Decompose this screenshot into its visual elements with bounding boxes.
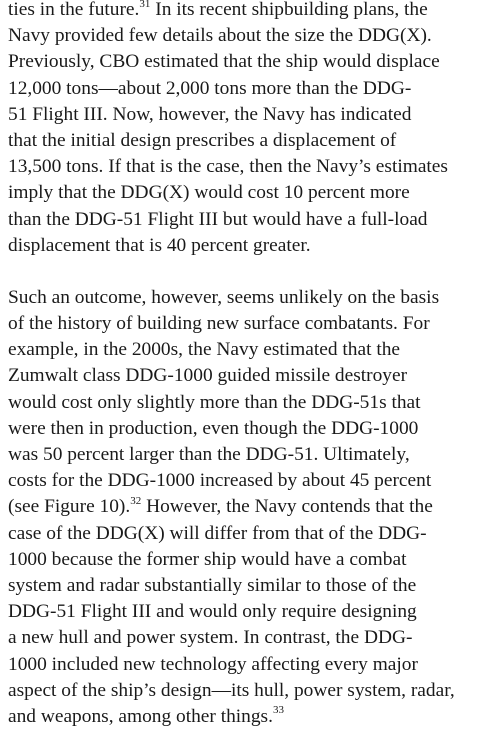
footnote-ref-32[interactable]: 32 bbox=[130, 494, 142, 507]
text-line: aspect of the ship’s design—its hull, power system, radar, bbox=[8, 679, 455, 701]
text-line: 1000 included new technology affecting every major bbox=[8, 653, 418, 675]
document-page bbox=[8, 0, 496, 730]
text-line: that the initial design prescribes a displacement of bbox=[8, 129, 397, 151]
footnote-ref-33[interactable]: 33 bbox=[272, 704, 284, 717]
text-line: were then in production, even though the DDG-1000 bbox=[8, 417, 419, 439]
text-line: 51 Flight III. Now, however, the Navy has indicated bbox=[8, 103, 412, 125]
paragraph-gap bbox=[8, 259, 496, 285]
text-line: would cost only slightly more than the DDG-51s that bbox=[8, 391, 421, 413]
paragraph-navy-estimates bbox=[8, 0, 496, 259]
text-line: example, in the 2000s, the Navy estimated that the bbox=[8, 339, 401, 361]
text-line: 12,000 tons—about 2,000 tons more than the DDG- bbox=[8, 77, 412, 99]
text-line: 13,500 tons. If that is the case, then the Navy’s estimates bbox=[8, 156, 448, 178]
text-line: Previously, CBO estimated that the ship would displace bbox=[8, 51, 440, 73]
text-line: 1000 because the former ship would have a combat bbox=[8, 548, 407, 570]
text-line: and weapons, among other things.$^{33}$ bbox=[8, 704, 284, 727]
text-line: displacement that is 40 percent greater. bbox=[8, 234, 311, 256]
text-line: was 50 percent larger than the DDG-51. Ultimately, bbox=[8, 444, 410, 465]
text-line: case of the DDG(X) will differ from that of the DDG- bbox=[8, 522, 427, 544]
text-line: Zumwalt class DDG-1000 guided missile destroyer bbox=[8, 365, 408, 387]
text-line: Navy provided few details about the size the DDG(X). bbox=[8, 25, 432, 47]
text-line: Such an outcome, however, seems unlikely on the basis bbox=[8, 286, 440, 308]
text-line: than the DDG-51 Flight III but would have a full-load bbox=[8, 208, 428, 230]
text-line: imply that the DDG(X) would cost 10 percent more bbox=[8, 182, 410, 204]
paragraph-history-combatants bbox=[8, 285, 496, 730]
text-line: system and radar substantially similar to those of the bbox=[8, 574, 417, 596]
text-line: DDG-51 Flight III and would only require designing bbox=[8, 601, 417, 623]
text-line: a new hull and power system. In contrast, the DDG- bbox=[8, 627, 413, 649]
text-line: ties in the future.$^{31}$ In its recent shipbuilding plans, the bbox=[8, 0, 496, 23]
text-line: (see Figure 10).$^{32}$ However, the Navy contends that the bbox=[8, 494, 433, 518]
text-line: of the history of building new surface combatants. For bbox=[8, 313, 430, 335]
text-line: costs for the DDG-1000 increased by about 45 percent bbox=[8, 470, 432, 492]
footnote-ref-31[interactable]: 31 bbox=[139, 0, 151, 10]
